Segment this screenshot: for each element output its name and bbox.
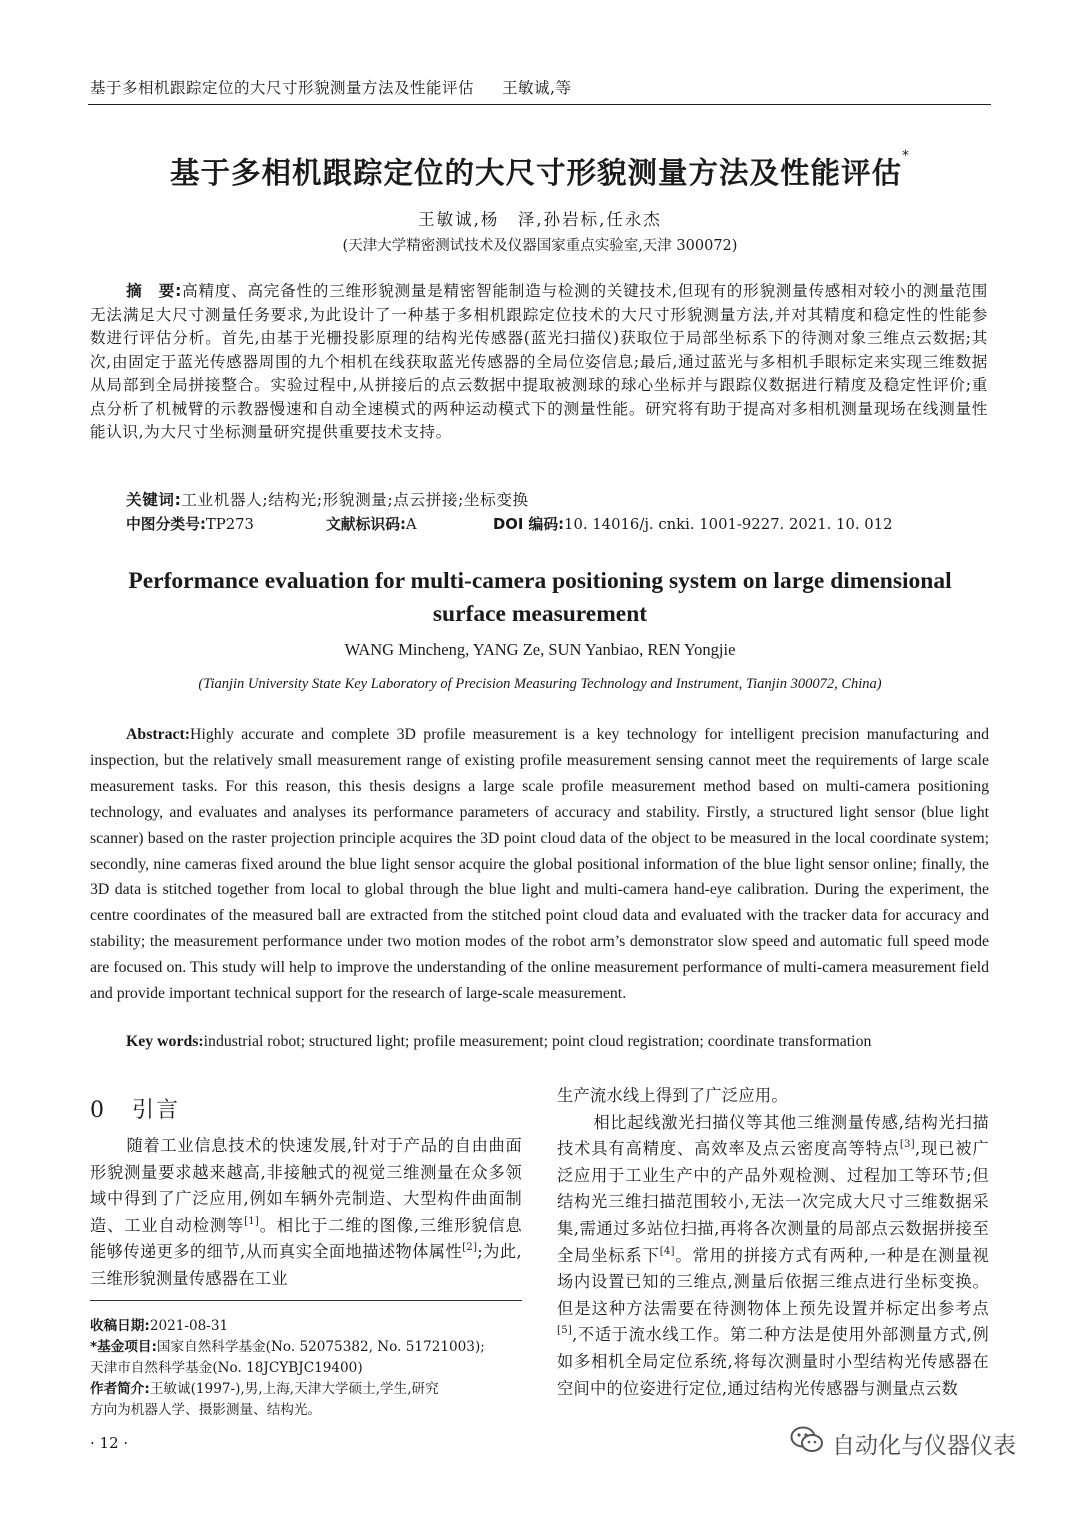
paper-title-cn-text: 基于多相机跟踪定位的大尺寸形貌测量方法及性能评估 [169,156,902,190]
abstract-en-text: Highly accurate and complete 3D profile measurement is a key technology for intelligent precision manufacturing and inspection, but the relatively small measurement range of existing profile measurement sensing cannot meet the requirements of large scale measurement tasks. For this reason, this thesis designs a large scale profile measurement method based on multi-camera positioning technology, and evaluates and analyses its performance parameters of accuracy and stability. Firstly, a structured light sensor (blue light scanner) based on the raster projection principle acquires the 3D point cloud data of the object to be measured in the local coordinate system; secondly, nine cameras fixed around the blue light sensor acquire the global positional information of the blue light sensor online; finally, the 3D data is stitched together from local to global through the blue light and multi-camera hand-eye calibration. During the experiment, the centre coordinates of the measured ball are extracted from the stitched point cloud data and evaluated with the tracker data for accuracy and stability; the measurement performance under two motion modes of the robot arm’s demonstrator slow speed and automatic full speed mode are focused on. This study will help to improve the understanding of the online measurement performance of multi-camera measurement field and provide important technical support for the research of large-scale measurement. [90,726,989,1003]
footnote-rule [90,1300,522,1301]
fund-label: *基金项目: [90,1339,157,1355]
footnote-author [90,1379,530,1400]
header-rule [88,104,991,105]
body-paragraph [90,1133,522,1293]
running-title: 基于多相机跟踪定位的大尺寸形貌测量方法及性能评估 [90,79,475,97]
body-paragraph [557,1083,989,1110]
keywords-en-text: industrial robot; structured light; profile measurement; point cloud registration; coordinate transformation [203,1033,872,1050]
clc-value: TP273 [205,516,254,533]
paper-title-en: Performance evaluation for multi-camera positioning system on large dimensional surface measurement [128,568,952,627]
received-value: 2021-08-31 [149,1318,229,1334]
abstract-cn [90,280,988,445]
body-text: 生产流水线上得到了广泛应用。 [557,1086,788,1105]
page-number: · 12 · [90,1434,129,1452]
doc-code-value: A [405,516,417,533]
abstract-en [90,722,989,1007]
citation: [3] [899,1139,915,1151]
clc-label: 中图分类号: [126,516,206,533]
affiliation-en: (Tianjin University State Key Laboratory of Precision Measuring Technology and Instrument, Tianjin 300072, China) [198,676,882,692]
keywords-cn [126,488,986,510]
fund-mark: * [902,148,910,164]
running-header [90,76,990,98]
body-text: 。相比于二维的图像,三维形貌信息能够传递更多的细节,从而真实全面地描述物体属性 [90,1215,522,1262]
body-text: 。常用的拼接方式有两种,一种是在测量视场内设置已知的三维点,测量后依据三维点进行坐标变换。但是这种方法需要在待测物体上预先设置并标定出参考点 [557,1245,989,1318]
wechat-icon [790,1425,824,1461]
abstract-cn-text: 高精度、高完备性的三维形貌测量是精密智能制造与检测的关键技术,但现有的形貌测量传感相对较小的测量范围无法满足大尺寸测量任务要求,为此设计了一种基于多相机跟踪定位技术的大尺寸形貌测量方法,并对其精度和稳定性的性能参数进行评估分析。首先,由基于光栅投影原理的结构光传感器(蓝光扫描仪)获取位于局部坐标系下的待测对象三维点云数据;其次,由固定于蓝光传感器周围的九个相机在线获取蓝光传感器的全局位姿信息;最后,通过蓝光与多相机手眼标定来实现三维数据从局部到全局拼接整合。实验过程中,从拼接后的点云数据中提取被测球的球心坐标并与跟踪仪数据进行精度及稳定性评价;重点分析了机械臂的示教器慢速和自动全速模式的两种运动模式下的测量性能。研究将有助于提高对多相机测量现场在线测量性能认识,为大尺寸坐标测量研究提供重要技术支持。 [90,282,988,441]
doc-code-label: 文献标识码: [326,516,406,533]
citation: [5] [557,1325,573,1337]
watermark-text: 自动化与仪器仪表 [832,1432,1016,1459]
citation: [1] [244,1215,260,1227]
body-column-left [90,1133,522,1293]
running-authors: 王敏诚,等 [502,79,572,97]
received-label: 收稿日期: [90,1318,150,1334]
body-text: ,不适于流水线工作。第二种方法是使用外部测量方式,例如多相机全局定位系统,将每次测量时小型结构光传感器在空间中的位姿进行定位,通过结构光传感器与测量点云数 [557,1325,989,1398]
abstract-en-label: Abstract: [126,726,191,743]
keywords-en [126,1033,1006,1051]
footnotes [90,1316,530,1421]
keywords-en-label: Key words: [126,1033,204,1050]
doi-value: 10. 14016/j. cnki. 1001-9227. 2021. 10. 012 [564,516,893,533]
classification-line [126,513,1006,534]
section-title: 引言 [132,1098,181,1123]
fund-value: 国家自然科学基金(No. 52075382, No. 51721003); [156,1339,485,1355]
doi-label: DOI 编码: [493,516,565,533]
watermark [790,1425,1016,1461]
footnote-received [90,1316,530,1337]
authors-en: WANG Mincheng, YANG Ze, SUN Yanbiao, REN Yongjie [344,640,736,659]
body-text: ;为此,三维形貌测量传感器在工业 [90,1242,522,1288]
keywords-cn-text: 工业机器人;结构光;形貌测量;点云拼接;坐标变换 [181,491,529,509]
abstract-cn-label: 摘 要: [126,282,182,300]
author-value: 王敏诚(1997-),男,上海,天津大学硕士,学生,研究 [149,1381,439,1397]
body-text: 相比起线激光扫描仪等其他三维测量传感,结构光扫描技术具有高精度、高效率及点云密度高等特点 [557,1112,989,1159]
citation: [4] [659,1245,675,1257]
affiliation-cn: (天津大学精密测试技术及仪器国家重点实验室,天津 300072) [342,238,738,254]
body-text: ,现已被广泛应用于工业生产中的产品外观检测、过程加工等环节;但结构光三维扫描范围较小,无法一次完成大尺寸三维数据采集,需通过多站位扫描,再将各次测量的局部点云数据拼接至全局坐标系下 [557,1139,989,1265]
section-heading [90,1093,180,1124]
body-paragraph [557,1110,989,1403]
body-column-right [557,1083,989,1402]
paper-title-cn [40,150,1040,192]
author-label: 作者简介: [90,1381,150,1397]
footnote-fund-cont: 天津市自然科学基金(No. 18JCYBJC19400) [90,1360,363,1376]
keywords-cn-label: 关键词: [126,491,182,509]
section-number: 0 [90,1098,106,1123]
body-text: 随着工业信息技术的快速发展,针对于产品的自由曲面形貌测量要求越来越高,非接触式的视觉三维测量在众多领域中得到了广泛应用,例如车辆外壳制造、大型构件曲面制造、工业自动检测等 [90,1136,522,1235]
footnote-fund [90,1337,530,1358]
authors-cn: 王敏诚,杨 泽,孙岩标,任永杰 [418,210,662,229]
footnote-author-cont: 方向为机器人学、摄影测量、结构光。 [90,1402,322,1418]
citation: [2] [462,1242,478,1254]
